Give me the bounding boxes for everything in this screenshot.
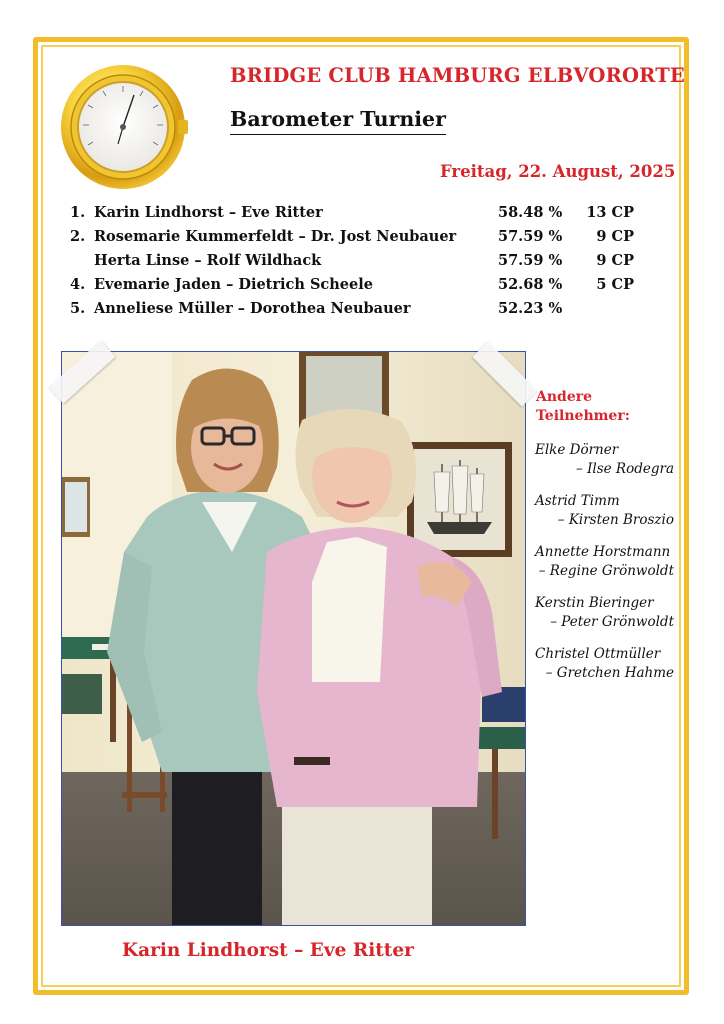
result-rank: 1. — [70, 204, 86, 221]
participant-b: – Peter Grönwoldt — [550, 614, 674, 630]
participant-pair — [535, 492, 680, 543]
result-percent: 52.23 % — [498, 300, 563, 317]
result-names: Karin Lindhorst – Eve Ritter — [94, 204, 323, 221]
participant-pair — [535, 441, 680, 492]
result-cp: 9 CP — [596, 228, 634, 245]
participant-a: Kerstin Bieringer — [535, 595, 654, 611]
winners-photo — [61, 351, 526, 926]
result-row — [70, 228, 660, 252]
participant-b: – Gretchen Hahme — [545, 665, 674, 681]
result-row — [70, 204, 660, 228]
barometer-icon — [58, 62, 188, 192]
result-names: Evemarie Jaden – Dietrich Scheele — [94, 276, 373, 293]
result-row — [70, 300, 660, 324]
result-percent: 58.48 % — [498, 204, 563, 221]
result-row — [70, 276, 660, 300]
result-cp: 5 CP — [596, 276, 634, 293]
photo-caption: Karin Lindhorst – Eve Ritter — [122, 940, 414, 961]
result-cp: 13 CP — [586, 204, 634, 221]
result-rank: 5. — [70, 300, 86, 317]
result-cp: 9 CP — [596, 252, 634, 269]
result-rank: 2. — [70, 228, 86, 245]
participant-pair — [535, 594, 680, 645]
results-list — [70, 204, 660, 324]
other-participants-heading — [536, 388, 630, 426]
other-participants-heading-line2: Teilnehmer: — [536, 408, 630, 424]
result-rank: 4. — [70, 276, 86, 293]
result-row — [70, 252, 660, 276]
participant-b: – Kirsten Broszio — [557, 512, 674, 528]
participant-pair — [535, 543, 680, 594]
result-percent: 52.68 % — [498, 276, 563, 293]
tournament-subtitle: Barometer Turnier — [230, 107, 446, 135]
other-participants-heading-line1: Andere — [536, 389, 593, 405]
other-participants-list — [535, 441, 680, 696]
participant-a: Christel Ottmüller — [535, 646, 661, 662]
participant-pair — [535, 645, 680, 696]
participant-a: Elke Dörner — [535, 442, 619, 458]
result-names: Herta Linse – Rolf Wildhack — [94, 252, 322, 269]
result-percent: 57.59 % — [498, 228, 563, 245]
club-title: BRIDGE CLUB HAMBURG ELBVORORTE — [230, 64, 685, 87]
participant-a: Annette Horstmann — [535, 544, 671, 560]
tournament-date: Freitag, 22. August, 2025 — [440, 162, 676, 181]
photo-scene — [62, 352, 526, 926]
result-percent: 57.59 % — [498, 252, 563, 269]
participant-a: Astrid Timm — [535, 493, 620, 509]
participant-b: – Regine Grönwoldt — [538, 563, 674, 579]
result-names: Rosemarie Kummerfeldt – Dr. Jost Neubauer — [94, 228, 457, 245]
result-names: Anneliese Müller – Dorothea Neubauer — [94, 300, 411, 317]
participant-b: – Ilse Rodegra — [576, 461, 674, 477]
